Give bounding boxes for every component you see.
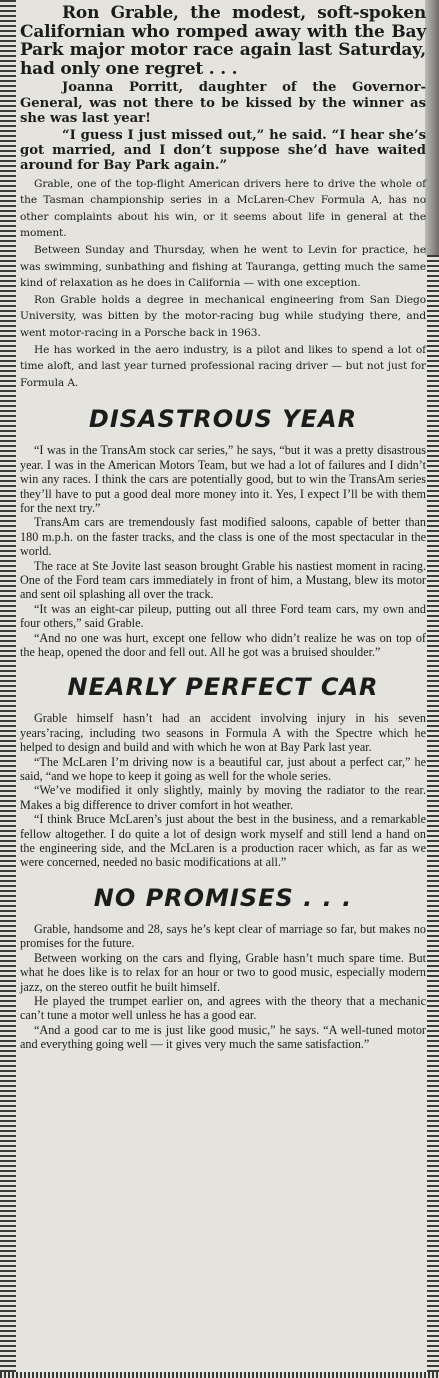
body-paragraph: He played the trumpet earlier on, and agrees with the theory that a mechanic can’t tune a motor well unless he has a good ear. — [20, 993, 426, 1023]
body-paragraph: Grable himself hasn’t had an accident involving injury in his seven years’racing, including two seasons in Formula A with the Spectre which he helped to design and build and with which he won at Bay Park last year. — [20, 711, 426, 755]
body-paragraph: “I was in the TransAm stock car series,” he says, “but it was a pretty disastrous year. I was in the American Motors Team, but we had a lot of failures and I didn’t win any races. I think the cars are potentially good, but to win the TransAm series they’ll have to put a good deal more money into it. Yes, I expect I’ll be with them for the next try.” — [20, 443, 426, 515]
body-paragraph: “And no one was hurt, except one fellow who didn’t realize he was on top of the heap, opened the door and fell out. All he got was a bruised shoulder.” — [20, 630, 426, 659]
body-paragraph: Ron Grable holds a degree in mechanical engineering from San Diego University, was bitten by the motor-racing bug while studying there, and went motor-racing in a Porsche back in 1963. — [20, 293, 426, 339]
body-paragraph: Grable, one of the top-flight American drivers here to drive the whole of the Tasman championship series in a McLaren-Chev Formula A, has no other complaints about his win, or it seems about life in general at the moment. — [20, 177, 426, 240]
body-paragraph: “The McLaren I’m driving now is a beautiful car, just about a perfect car,” he said, “and we hope to keep it going as well for the whole series. — [20, 754, 426, 784]
body-paragraph: Between working on the cars and flying, Grable hasn’t much spare time. But what he does like is to relax for an hour or two to good music, especially modern jazz, on the stereo outfit he built himself. — [20, 950, 426, 994]
body-paragraph: “I think Bruce McLaren’s just about the best in the business, and a remarkable fellow altogether. I do quite a lot of design work myself and still lend a hand on the engineering side, and the McLaren is a production racer which, as far as we were concerned, needed no basic modifications at all.” — [20, 812, 426, 870]
adjacent-photo-edge — [425, 0, 439, 255]
right-column-rule — [427, 255, 439, 1378]
lead-paragraph: Joanna Porritt, daughter of the Governor-General, was not there to be kissed by the winner as she was last year! — [20, 80, 426, 126]
body-paragraph: TransAm cars are tremendously fast modified saloons, capable of better than 180 m.p.h. on the faster tracks, and the class is one of the most spectacular in the world. — [20, 515, 426, 559]
body-paragraph: Between Sunday and Thursday, when he went to Levin for practice, he was swimming, sunbathing and fishing at Tauranga, getting much the same kind of relaxation as he does in California — with one exception. — [20, 243, 426, 290]
body-paragraph: “It was an eight-car pileup, putting out all three Ford team cars, my own and four others,” said Grable. — [20, 601, 426, 631]
lead-paragraph: “I guess I just missed out,” he said. “I hear she’s got married, and I don’t suppose she’d have waited around for Bay Park again.” — [20, 127, 426, 174]
section-heading-disastrous-year: DISASTROUS YEAR — [88, 405, 358, 434]
section-heading-nearly-perfect-car: NEARLY PERFECT CAR — [67, 673, 379, 702]
article-intro: Ron Grable, the modest, soft-spoken Californian who romped away with the Bay Park major motor race again last Saturday, had only one regret . . . — [20, 3, 426, 79]
left-column-rule — [0, 0, 16, 1378]
body-paragraph: Grable, handsome and 28, says he’s kept clear of marriage so far, but makes no promises for the future. — [20, 921, 426, 951]
section-heading-no-promises: NO PROMISES . . . — [93, 883, 353, 912]
body-paragraph: “And a good car to me is just like good music,” he says. “A well-tuned motor and everything going well — it gives very much the same satisfaction.” — [20, 1022, 426, 1052]
body-paragraph: The race at Ste Jovite last season brought Grable his nastiest moment in racing. One of the Ford team cars immediately in front of him, a Mustang, blew its motor and sent oil splashing all over the track. — [20, 558, 426, 602]
body-paragraph: “We’ve modified it only slightly, mainly by moving the radiator to the rear. Makes a big difference to driver comfort in hot weather. — [20, 783, 426, 812]
bottom-rule — [0, 1372, 439, 1378]
body-paragraph: He has worked in the aero industry, is a pilot and likes to spend a lot of time aloft, and last year turned professional racing driver — but not just for Formula A. — [20, 343, 426, 389]
article-body — [20, 4, 426, 1052]
